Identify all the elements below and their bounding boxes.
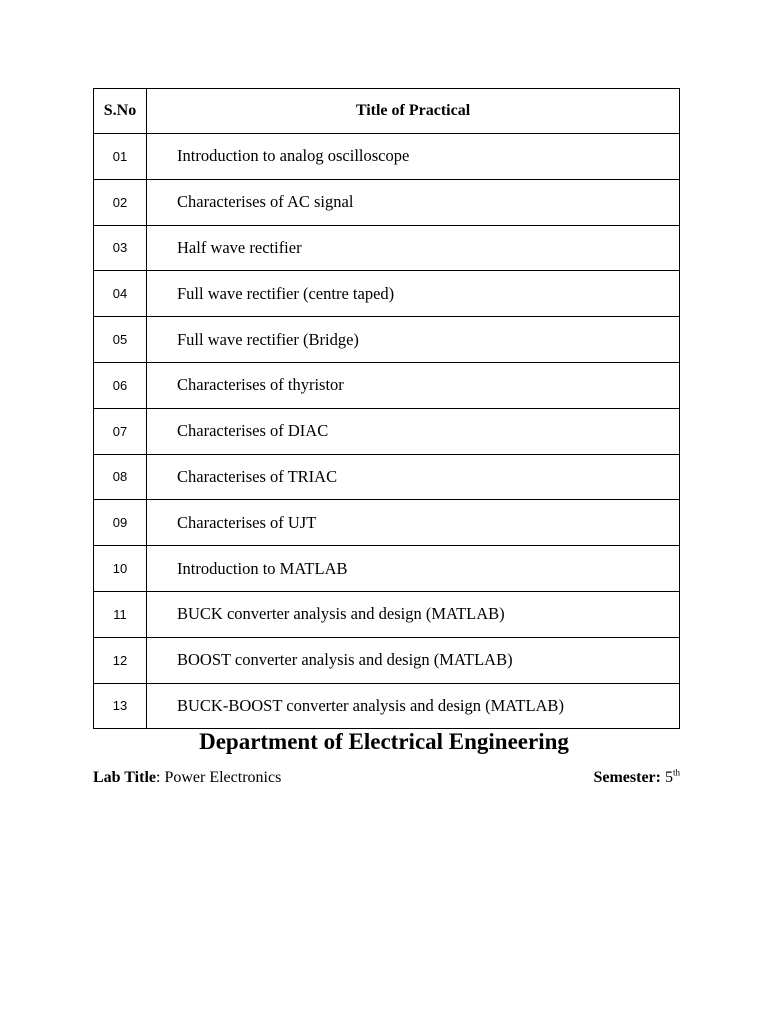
table-row [94,134,680,180]
sno-cell: 04 [94,271,147,317]
practical-title-cell: BUCK converter analysis and design (MATLAB) [147,591,680,637]
table-row [94,454,680,500]
practicals-table [93,88,680,729]
sno-cell: 08 [94,454,147,500]
sno-cell: 07 [94,408,147,454]
practical-title-cell: Characterises of TRIAC [147,454,680,500]
lab-title-label: Lab Title [93,769,156,786]
sno-cell: 13 [94,683,147,729]
lab-title-value: Power Electronics [164,769,282,786]
table-row [94,362,680,408]
table-row [94,546,680,592]
table-body [94,134,680,729]
lab-title-separator: : [155,769,165,786]
sno-cell: 09 [94,500,147,546]
lab-info-line [93,769,680,791]
table-header-row [94,89,680,134]
sno-cell: 06 [94,362,147,408]
practical-title-cell: Full wave rectifier (Bridge) [147,317,680,363]
table-row [94,408,680,454]
sno-cell: 11 [94,591,147,637]
practical-title-cell: Characterises of DIAC [147,408,680,454]
sno-column-header: S.No [94,89,147,134]
department-heading: Department of Electrical Engineering [199,729,569,754]
practical-title-cell: Characterises of UJT [147,500,680,546]
semester-suffix: th [672,767,680,778]
semester [593,769,680,787]
title-column-header: Title of Practical [147,89,680,134]
table-row [94,271,680,317]
table-row [94,637,680,683]
practical-title-cell: BUCK-BOOST converter analysis and design (MATLAB) [147,683,680,729]
semester-label: Semester: [593,769,661,786]
practical-title-cell: Introduction to MATLAB [147,546,680,592]
sno-cell: 02 [94,179,147,225]
table-row [94,591,680,637]
table-row [94,179,680,225]
sno-cell: 10 [94,546,147,592]
practical-title-cell: Half wave rectifier [147,225,680,271]
table-row [94,317,680,363]
table-row [94,500,680,546]
practical-title-cell: Introduction to analog oscilloscope [147,134,680,180]
practical-title-cell: Characterises of AC signal [147,179,680,225]
sno-cell: 01 [94,134,147,180]
table-row [94,225,680,271]
sno-cell: 12 [94,637,147,683]
lab-title [93,769,281,787]
practical-title-cell: Full wave rectifier (centre taped) [147,271,680,317]
practical-title-cell: Characterises of thyristor [147,362,680,408]
table-row [94,683,680,729]
sno-cell: 05 [94,317,147,363]
practical-title-cell: BOOST converter analysis and design (MATLAB) [147,637,680,683]
semester-value: 5 [664,769,673,786]
sno-cell: 03 [94,225,147,271]
